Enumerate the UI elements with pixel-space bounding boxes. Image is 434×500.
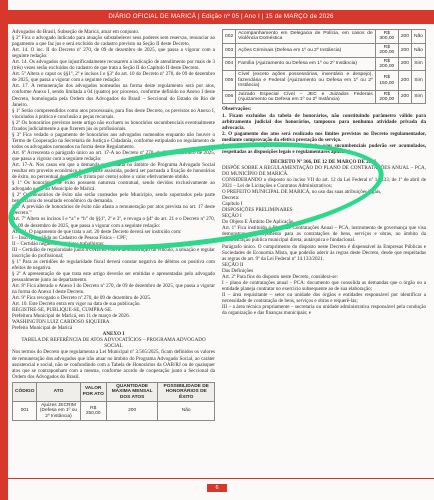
paragraph: Capítulo I (222, 201, 243, 208)
table-cell: R$ 250,00 (80, 401, 106, 420)
anexo-text: Nos termos do Decreto que regulamenta a Lei Municipal nº 3.565/2025, ficam definidos os valores de remuneração dos advogados que irão atuar no âmbito do Programa Advogado Social, ao caráter assistencial e social, não se confundindo com a Tabela de Honorários da OAB/RJ ou de quaisquer atos que se contraponham com a mesma, conforme acordo de cooperação junto a Seccional da Ordem dos Advogados do Brasil. (12, 349, 215, 380)
paragraph: Advogados do Brasil, Subseção de Maricá, atuar em conjunto. (12, 29, 140, 35)
paragraph: Das Definições (222, 267, 254, 274)
table-cell: R$ 150,00 (375, 71, 398, 90)
paragraph: Prefeito Municipal de Maricá (12, 325, 73, 332)
table-cell: Acompanhamento em Delegacia de Polícia, em casos de Violência Doméstica (236, 30, 376, 44)
paragraph: Art. 8º Fica alterado o Anexo I do Decreto nº 270, de 09 de dezembro de 2025, que passa a vigorar na forma do Anexo I deste Decreto. (12, 282, 215, 296)
paragraph: § 2º Os honorários previstos neste artigo não excluem os honorários sucumbenciais eventualmente fixados judicialmente a que fizerem jus os profissionais. (12, 119, 215, 132)
paragraph: II – Certidão negativa de débitos trabalhistas; (12, 240, 105, 247)
table-cell: Família (Ajuizamento ou Defesa em 1º ou 2º Instância) (236, 57, 376, 71)
column-header: CÓDIGO (13, 382, 37, 401)
paragraph: III – Certidão de regularidade junto à OAB/RJ com a demonstração do vínculo, a situação e regular inscrição do profissional; (12, 246, 215, 259)
decree-title: DECRETO Nº 366, DE 12 DE MARÇO DE 2026. (270, 158, 378, 165)
paragraph: Do Objeto E Âmbito De Aplicação (222, 219, 294, 226)
paragraph: Art. 1º Fica instituído o Plano de Contratações Anual – PCA, instrumento de governança que visa demonstrar o planejamento para as contratações de bens, serviços e obras, no âmbito da administração pública municipal direta, autárquica e fundacional. (222, 225, 426, 244)
table-cell: Cível (exceto ações possessórias, inventário e despejo), fazendária e Federal (Ajuizamento ou Defesa em 1º ou 2º Instância) (236, 71, 376, 90)
paragraph: CONSIDERANDO o disposto no inciso VII do art. 12 da Lei Federal nº 14.133, de 1º de abril de 2021 – Lei de Licitações e Contratos Administrativos; (222, 176, 426, 190)
paragraph: Art. 7º Altera os incisos I e “a” e “h” do §§1º, 2º e 3º, e revoga o §4º do art. 21 e o Decreto nº 270, de 09 de dezembro de 2025, que passa a vigorar com a seguinte redação: (12, 216, 215, 229)
paragraph: Art. 17. A remuneração dos advogados nomeados na forma deste regulamento será por atos, conforme Anexo I, sendo limitada a 04 (quatro) por processo, conforme definido no Anexo I deste Decreto, homologada pela Ordem dos Advogados do Brasil – Seccional do Estado do Rio de Janeiro. (12, 83, 215, 108)
paragraph: Art. 21. O pagamento de que trata o art. 20 deste Decreto deverá ser instruído com: (12, 228, 182, 235)
paragraph: WASHINGTON LUIZ CARDOSO SIQUEIRA (12, 319, 110, 326)
paragraph: Parágrafo único. O cumprimento do disposto neste Decreto é dispensável às Empresas Públicas e Sociedades de Economia Mista, que poderão aderir às regras deste Decreto, desde que respeitadas as regras do art. 9º da Lei Federal nº 14.133/2021. (222, 243, 426, 262)
paragraph: Art. 14. Os advogados que injustificadamente recusarem a indicação de atendimento por mais de 3 (três) vezes serão excluídos do cadastro de que trata a Seção II do Capítulo II deste Decreto. (12, 59, 215, 72)
paragraph: § 2º Os honorários de êxito não serão custeados pelo Município, sendo suportados pela parte beneficiária do resultado econômico da demanda. (12, 192, 215, 205)
left-red-margin (0, 0, 8, 500)
table-cell: 200 (398, 30, 411, 44)
table-cell: Não (412, 30, 426, 44)
table-cell: 004 (223, 57, 236, 71)
table-cell: Juizado Especial Cível – JEC e Juizados Federais (Ajuizamento ou Defesa em 1º ou 2º Instância) (236, 90, 376, 104)
table-cell: 003 (223, 43, 236, 57)
table-cell: 001 (13, 401, 37, 420)
paragraph: I – Inscrição válida no Cadastro de Pessoa Física – CPF; (12, 234, 128, 241)
table-cell: Não (158, 401, 215, 420)
paragraph: III – a área técnica propriamente – secretaria ou unidade administrativa responsável pela condução da organização e das finanças municipais; e (222, 303, 426, 317)
column-header: POSSIBILIDADE DE HONORÁRIOS DE ÊXITO (158, 382, 215, 401)
paragraph: SEÇÃO I (222, 213, 242, 220)
paragraph: SEÇÃO II (222, 261, 244, 268)
footer-rule (8, 478, 434, 479)
table-cell: R$ 200,00 (375, 90, 398, 104)
table-cell: 200 (398, 57, 411, 71)
paragraph: Decreta: (222, 195, 240, 202)
anexo-title: ANEXO I (102, 331, 125, 338)
table-cell: 200 (398, 43, 411, 57)
table-cell: Sim (412, 71, 426, 90)
anexo-table (12, 382, 215, 421)
paragraph: Art. 6º Acrescenta o parágrafo único ao art. 17-A no Decreto nº 270, de 09 de dezembro de 2025, que passa a vigorar com a seguinte redação: (12, 149, 215, 162)
paragraph: O PREFEITO MUNICIPAL DE MARICÁ, no uso das suas atribuições legais, (222, 189, 382, 196)
paragraph: Art. 14. O inc. II do Decreto nº 270, de 09 de dezembro de 2025, que passa a vigorar com a seguinte redação: (12, 47, 215, 60)
table-cell: Sim (412, 90, 426, 104)
table-header-row (13, 382, 215, 401)
observation: 2. O pagamento dos atos será realizado nos limites previstos no Decreto regulamentador, mediante comprovação da efetiva prestação do serviço. (222, 130, 426, 143)
observation: 3. Quando cabível, os honorários de êxito e/ou sucumbenciais poderão ser acumulados, respeitadas as disposições legais e regulamentares aplicáveis. (222, 142, 426, 155)
column-header: ATO (37, 382, 80, 401)
column-header: VALOR POR ATO (80, 382, 106, 401)
decree-summary: DISPÕE SOBRE A REGULAMENTAÇÃO DO PLANO DE CONTRATAÇÕES ANUAL – PCA, DO MUNICÍPIO DE MARICÁ. (222, 164, 426, 177)
table-cell: 200 (106, 401, 158, 420)
table-cell: R$ 200,00 (375, 43, 398, 57)
table-row (13, 401, 215, 420)
paragraph: Art. 5º Altera o caput os §§1º, 2º e incisos I e §3º do art. 10 do Decreto nº 270, de 09 de dezembro de 2025, que passa a vigorar com a seguinte redação: (12, 71, 215, 84)
acts-table (222, 29, 426, 104)
table-cell: Sim (412, 57, 426, 71)
table-cell: 002 (223, 30, 236, 44)
table-cell: Ações Criminais (Defesa em 1º ou 2º Instância) (236, 43, 376, 57)
paragraph: REGISTRE-SE, PUBLIQUE-SE, CUMPRA-SE. (12, 307, 113, 314)
gazette-header: DIÁRIO OFICIAL DE MARICÁ | Edição nº 05 | Ano I | 15 de MARÇO de 2026 (8, 10, 434, 24)
paragraph: II – área requisitante – setor ou unidade dos órgãos e entidades responsável por identificar a necessidade de contratação de bens, serviços e obras e requerê-las; (222, 291, 426, 304)
observations-heading: Observações: (222, 106, 252, 113)
table-row (223, 43, 426, 57)
table-row (223, 57, 426, 71)
column-header: QUANTIDADE MÁXIMA MENSAL DOS ATOS (106, 382, 158, 401)
paragraph: Art. 2º Para fins do disposto neste Decreto, considera-se: (222, 273, 338, 280)
table-cell: 200 (398, 90, 411, 104)
paragraph: DISPOSIÇÕES PRELIMINARES (222, 207, 293, 214)
table-cell: Não (412, 43, 426, 57)
paragraph: § 3º Fica vedado o pagamento de honorários aos advogados nomeados enquanto não houver o Termo de Cooperação na Secretaria de Justiça e Cidadania, conforme estipulado no regulamento de todos os advogados nomeados na forma deste Regulamento. (12, 131, 215, 150)
page-number: 6 (207, 484, 227, 492)
table-row (223, 90, 426, 104)
anexo-subtitle: TABELA DE REFERÊNCIA DE ATOS ADVOCATÍCIOS – PROGRAMA ADVOGADO SOCIAL (21, 337, 206, 350)
paragraph: I – plano de contratações anual – PCA: documento que consolida as demandas que o órgão ou a entidade planeja contratar no exercício subsequente ao de sua elaboração; (222, 279, 426, 292)
paragraph: Art. 17-A. Nos casos em que a demanda patrocinada no âmbito do Programa Advogado Social resultar em proveito econômico para a parte assistida, poderá ser pactuada a fixação de honorários de êxito, no percentual de até 30% (trinta por cento) sobre o valor efetivamente obtido. (12, 162, 215, 181)
table-row (223, 71, 426, 90)
paragraph: § 3º A previsão de honorários de êxito não afasta a remuneração por atos prevista no art. 17 deste Decreto.” (12, 204, 215, 217)
table-cell: 200 (398, 71, 411, 90)
table-row (223, 30, 426, 44)
table-cell: R$ 300,00 (375, 30, 398, 44)
paragraph: § 2º A apresentação de que trata este artigo deverão ser emitidas e apresentadas pelo advogado pessoalmente junto ao departamento. (12, 270, 215, 283)
paragraph: § 1º Os honorários de êxito possuem natureza contratual, sendo devidos exclusivamente ao advogado e não ao Município de Maricá. (12, 180, 215, 193)
observation: 1. Ficam excluídos da tabela de honorários, não constituindo parâmetro válido para arbitramento judicial dos honorários, tampouco para nenhuma atividade privada da advocacia. (222, 112, 426, 131)
paragraph: Art. 10. Este Decreto entra em vigor na data de sua publicação. (12, 301, 141, 308)
paragraph: Prefeitura Municipal de Maricá, em 11 de março de 2026. (12, 313, 130, 320)
table-cell: 006 (223, 90, 236, 104)
table-cell: 005 (223, 71, 236, 90)
paragraph: § 2º Fica o advogado indicado para atuação substabelecer seus poderes sem reservas, renunciar ao pagamento a que faz jus e será excluído do cadastro previsto na Seção II deste Decreto. (12, 35, 215, 48)
paragraph: § 1º Para as certidões de regularidade fiscal deverá constar negativa de débitos ou positiva com efeitos de negativa. (12, 258, 215, 271)
table-cell: R$ 200,00 (375, 57, 398, 71)
table-cell: Ajuizes JECRIM (Defesa em 1º ou 2º Instância) (37, 401, 80, 420)
paragraph: § 1º Serão compreendidos como atos processuais, para fins deste Decreto, os previstos no Anexo I, vinculados à prática e conclusão a peças recursais. (12, 107, 215, 120)
paragraph: Art. 9º Fica revogado o Decreto nº 270, de 09 de dezembro de 2025. (12, 295, 152, 302)
